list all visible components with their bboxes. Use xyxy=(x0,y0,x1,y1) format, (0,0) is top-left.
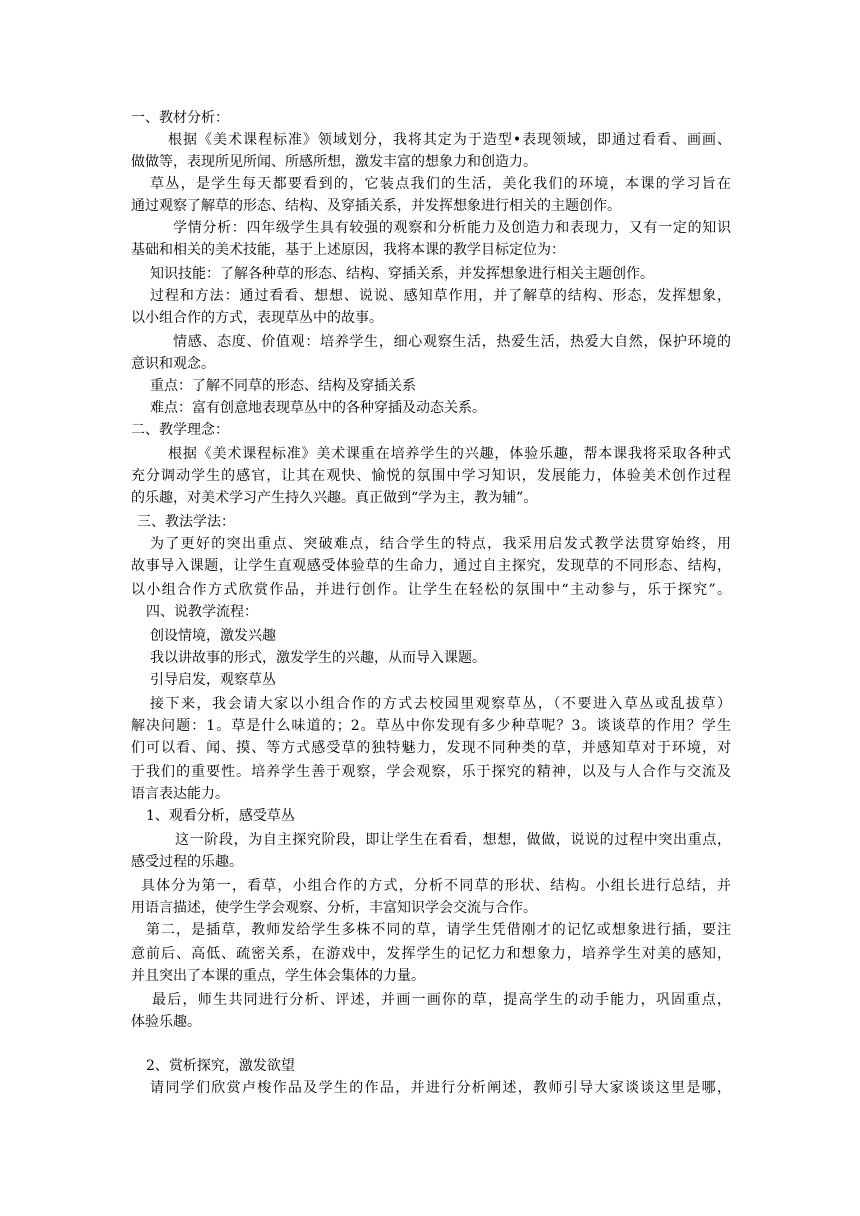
paragraph-line: 第二，是插草，教师发给学生多株不同的草，请学生凭借刚才的记忆或想象进行插，要注 xyxy=(146,922,731,938)
paragraph-line: 用语言描述，使学生学会观察、分析，丰富知识学会交流与合作。 xyxy=(131,900,537,916)
paragraph-line: 为了更好的突出重点、突破难点，结合学生的特点，我采用启发式教学法贯穿始终，用 xyxy=(150,536,731,552)
paragraph-line: 我以讲故事的形式，激发学生的兴趣，从而导入课题。 xyxy=(150,650,486,666)
paragraph-line: 故事导入课题，让学生直观感受体验草的生命力，通过自主探究，发现草的不同形态、结构， xyxy=(131,558,731,574)
paragraph-line: 意识和观念。 xyxy=(131,356,215,372)
subheading-line: 引导启发，观察草丛 xyxy=(150,672,276,688)
paragraph-line: 具体分为第一，看草，小组合作的方式，分析不同草的形状、结构。小组长进行总结，并 xyxy=(141,878,731,894)
paragraph-line: 的乐趣，对美术学习产生持久兴趣。真正做到“学为主，教为辅”。 xyxy=(131,490,538,506)
subheading-line: 1、观看分析，感受草丛 xyxy=(146,808,295,824)
paragraph-line: 做做等，表现所见所闻、所感所想，激发丰富的想象力和创造力。 xyxy=(131,154,537,170)
paragraph-line: 们可以看、闻、摸、等方式感受草的独特魅力，发现不同种类的草，并感知草对于环境，对 xyxy=(131,740,731,756)
paragraph-line: 最后，师生共同进行分析、评述，并画一画你的草，提高学生的动手能力，巩固重点， xyxy=(152,992,731,1008)
paragraph-line: 以小组合作方式欣赏作品，并进行创作。让学生在轻松的氛围中“主动参与，乐于探究”。 xyxy=(131,582,731,598)
paragraph-line: 请同学们欣赏卢梭作品及学生的作品，并进行分析阐述，教师引导大家谈谈这里是哪， xyxy=(150,1080,731,1096)
paragraph-line: 以小组合作的方式，表现草丛中的故事。 xyxy=(131,310,383,326)
paragraph-line: 过程和方法：通过看看、想想、说说、感知草作用，并了解草的结构、形态，发挥想象， xyxy=(150,288,731,304)
paragraph-line: 学情分析：四年级学生具有较强的观察和分析能力及创造力和表现力，又有一定的知识 xyxy=(173,220,731,236)
paragraph-line: 根据《美术课程标准》领域划分，我将其定为于造型•表现领域，即通过看看、画画、 xyxy=(168,132,731,148)
paragraph-line: 通过观察了解草的形态、结构、及穿插关系，并发挥想象进行相关的主题创作。 xyxy=(131,198,621,214)
key-point-line: 重点：了解不同草的形态、结构及穿插关系 xyxy=(150,378,416,394)
difficulty-line: 难点：富有创意地表现草丛中的各种穿插及动态关系。 xyxy=(150,400,486,416)
paragraph-line: 感受过程的乐趣。 xyxy=(131,854,243,870)
paragraph-line: 根据《美术课程标准》美术课重在培养学生的兴趣，体验乐趣，帮本课我将采取各种式 xyxy=(168,446,731,462)
paragraph-line: 接下来，我会请大家以小组合作的方式去校园里观察草丛，（不要进入草丛或乱拔草） xyxy=(150,696,731,712)
paragraph-line: 这一阶段，为自主探究阶段，即让学生在看看，想想，做做，说说的过程中突出重点， xyxy=(175,832,731,848)
heading-teaching-methods: 三、教法学法： xyxy=(137,514,235,530)
heading-teaching-process: 四、说教学流程： xyxy=(146,604,258,620)
subheading-line: 2、赏析探究，激发欲望 xyxy=(146,1058,295,1074)
paragraph-line: 并且突出了本课的重点，学生体会集体的力量。 xyxy=(131,968,425,984)
heading-teaching-philosophy: 二、教学理念： xyxy=(131,422,229,438)
subheading-line: 创设情境，激发兴趣 xyxy=(150,628,276,644)
paragraph-line: 知识技能：了解各种草的形态、结构、穿插关系，并发挥想象进行相关主题创作。 xyxy=(150,266,654,282)
paragraph-line: 充分调动学生的感官，让其在观快、愉悦的氛围中学习知识，发展能力，体验美术创作过程 xyxy=(131,468,731,484)
paragraph-line: 意前后、高低、疏密关系，在游戏中，发挥学生的记忆力和想象力，培养学生对美的感知， xyxy=(131,946,731,962)
paragraph-line: 语言表达能力。 xyxy=(131,786,229,802)
heading-textbook-analysis: 一、教材分析： xyxy=(131,110,229,126)
paragraph-line: 体验乐趣。 xyxy=(131,1014,201,1030)
paragraph-line: 基础和相关的美术技能，基于上述原因，我将本课的教学目标定位为： xyxy=(131,242,565,258)
paragraph-line: 于我们的重要性。培养学生善于观察，学会观察，乐于探究的精神，以及与人合作与交流及 xyxy=(131,764,731,780)
paragraph-line: 解决问题：1。草是什么味道的；2。草丛中你发现有多少种草呢？3。谈谈草的作用？学生 xyxy=(131,718,731,734)
paragraph-line: 情感、态度、价值观：培养学生，细心观察生活，热爱生活，热爱大自然，保护环境的 xyxy=(173,334,731,350)
paragraph-line: 草丛，是学生每天都要看到的，它装点我们的生活，美化我们的环境，本课的学习旨在 xyxy=(150,176,731,192)
